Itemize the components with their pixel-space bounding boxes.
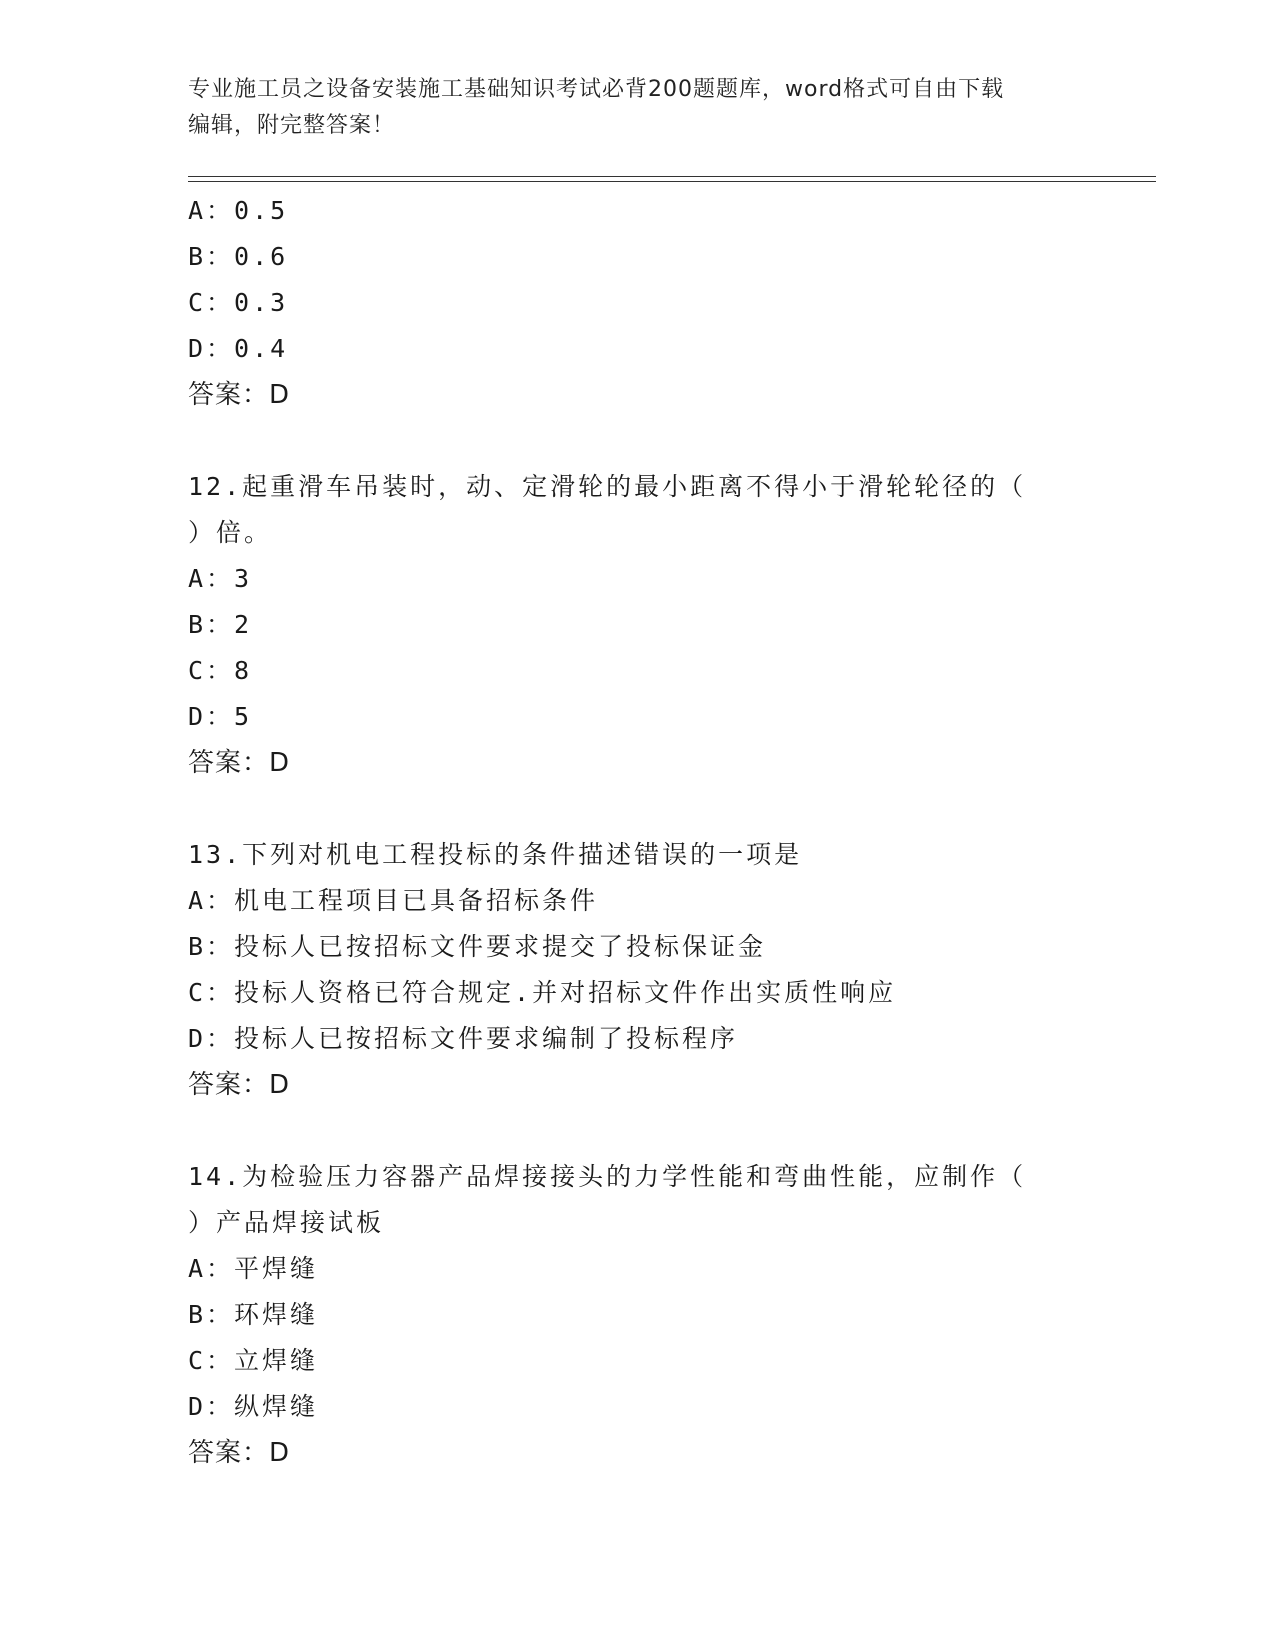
answer: 答案：D [188, 748, 291, 778]
option-a: A：3 [188, 564, 253, 593]
option-c: C：立焊缝 [188, 1346, 319, 1375]
option-b: B：0.6 [188, 242, 289, 271]
header-divider-top [188, 176, 1156, 177]
answer: 答案：D [188, 1070, 291, 1100]
option-d: D：5 [188, 702, 253, 731]
option-d: D：投标人已按招标文件要求编制了投标程序 [188, 1024, 739, 1053]
spacer [188, 418, 1088, 464]
spacer [188, 786, 1088, 832]
question-stem-continued: ）倍。 [188, 518, 273, 547]
option-b: B：环焊缝 [188, 1300, 319, 1329]
header-divider-bottom [188, 181, 1156, 182]
option-a: A：机电工程项目已具备招标条件 [188, 886, 599, 915]
question-list [188, 188, 1088, 1476]
question-13 [188, 832, 1088, 1108]
option-a: A：0.5 [188, 196, 289, 225]
option-d: D：0.4 [188, 334, 289, 363]
spacer [188, 1108, 1088, 1154]
question-stem: 14.为检验压力容器产品焊接接头的力学性能和弯曲性能，应制作（ [188, 1162, 1027, 1191]
question-stem: 12.起重滑车吊装时，动、定滑轮的最小距离不得小于滑轮轮径的（ [188, 472, 1027, 501]
option-a: A：平焊缝 [188, 1254, 319, 1283]
document-header [188, 72, 1088, 144]
option-b: B：投标人已按招标文件要求提交了投标保证金 [188, 932, 767, 961]
question-11 [188, 188, 1088, 418]
header-title-line-1: 专业施工员之设备安装施工基础知识考试必背200题题库，word格式可自由下载 [188, 77, 1005, 102]
option-c: C：投标人资格已符合规定.并对招标文件作出实质性响应 [188, 978, 897, 1007]
option-b: B：2 [188, 610, 253, 639]
answer: 答案：D [188, 380, 291, 410]
answer: 答案：D [188, 1438, 291, 1468]
option-c: C：8 [188, 656, 253, 685]
question-14 [188, 1154, 1088, 1476]
option-c: C：0.3 [188, 288, 289, 317]
option-d: D：纵焊缝 [188, 1392, 319, 1421]
question-12 [188, 464, 1088, 786]
question-stem: 13.下列对机电工程投标的条件描述错误的一项是 [188, 840, 803, 869]
question-stem-continued: ）产品焊接试板 [188, 1208, 385, 1237]
header-title-line-2: 编辑，附完整答案！ [188, 113, 396, 138]
